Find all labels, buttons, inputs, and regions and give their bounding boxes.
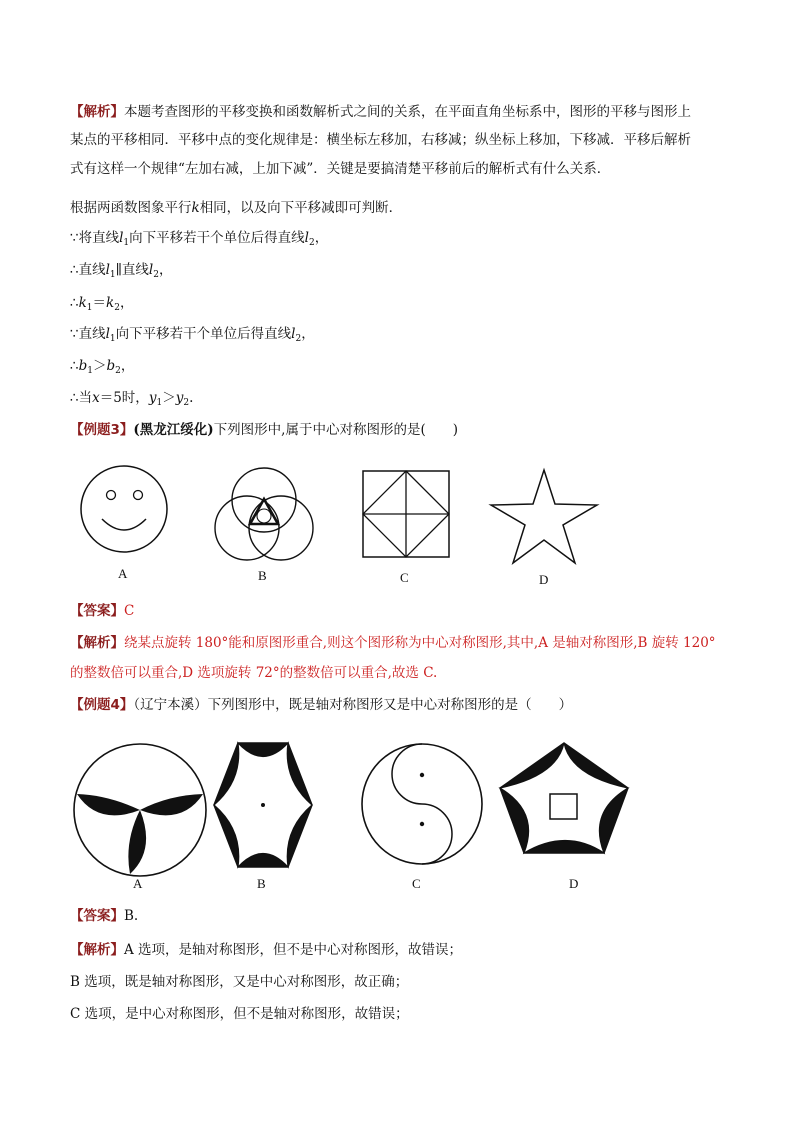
text-segment: ∥直线 [115,262,149,278]
analysis-tag: 【解析】 [70,635,124,651]
text-segment: 将直线 [78,230,120,246]
math-k: k [106,295,115,311]
figure-label-a: A [133,876,143,891]
figure-label-d: D [539,572,549,587]
example3-source: (黑龙江绥化) [133,422,214,438]
subscript: 1 [109,270,116,280]
example4-source: （辽宁本溪） [133,697,208,713]
text-segment: 相同，以及向下平移减即可判断． [199,200,403,216]
math-l: l [291,326,296,342]
figure-label-b: B [257,876,266,891]
math-l: l [304,230,309,246]
analysis-line-3: 式有这样一个规律“左加右减，上加下减”．关键是要搞清楚平移前后的解析式有什么关系． [70,161,611,177]
smiley-face-figure [79,464,169,554]
math-l: l [105,326,110,342]
example4-answer [70,907,138,925]
three-circles-figure [214,466,314,566]
text-segment: ， [120,358,135,374]
analysis-line-1 [70,103,691,121]
therefore-symbol: ∴ [70,262,79,278]
text-segment: 直线 [78,326,106,342]
subscript: 2 [115,366,121,376]
analysis-text: 的整数倍可以重合,D 选项旋转 72°的整数倍可以重合,故选 C. [70,665,438,681]
pentagon-figure [498,742,630,854]
subscript: 1 [86,303,93,313]
text-segment: ， [301,326,315,342]
analysis-text: 绕某点旋转 180°能和原图形重合,则这个图形称为中心对称图形,其中, [124,635,539,651]
text-segment: 直线 [78,262,106,278]
answer-value: C [124,603,135,619]
equals-sign: ＝ [92,295,107,311]
therefore-symbol: ∴ [70,295,79,311]
math-y: y [148,390,157,406]
because-symbol: ∵ [70,230,79,246]
proof-step-5 [70,357,134,375]
subscript: 1 [87,366,93,376]
subscript: 2 [183,398,190,408]
three-leaf-circle-figure [72,742,208,878]
analysis-line-2: 某点的平移相同．平移中点的变化规律是：横坐标左移加，右移减；纵坐标上移加，下移减．平移后解析 [70,132,691,148]
math-l: l [148,262,154,278]
subscript: 1 [156,398,163,408]
greater-sign: ＞ [162,390,176,406]
text-segment: 向下平移若干个单位后得直线 [115,326,292,342]
example4-question [70,696,572,714]
subscript: 2 [153,270,159,280]
text-segment: ， [119,295,134,311]
proof-step-1 [70,229,328,247]
analysis-text: A 选项，是轴对称图形，但不是中心对称图形，故错误； [124,942,463,958]
figure-label-b: B [258,568,267,583]
subscript: 2 [295,334,302,344]
subscript: 1 [123,238,130,248]
example3-question-text: 下列图形中,属于中心对称图形的是( ) [213,422,459,438]
math-b: b [106,358,116,374]
example3-answer [70,602,134,620]
math-l: l [119,230,124,246]
text-segment: 根据两函数图象平行 [70,200,192,216]
figure-label-d: D [569,876,579,891]
example4-question-text: 下列图形中，既是轴对称图形又是中心对称图形的是（ ） [207,697,573,713]
proof-step-3 [70,294,133,312]
greater-sign: ＞ [92,358,107,374]
analysis-text: 本题考查图形的平移变换和函数解析式之间的关系，在平面直角坐标系中，图形的平移与图形上 [124,104,691,120]
example3-tag: 【例题3】 [70,422,134,438]
text-segment: . [189,390,194,406]
example3-analysis-line-2 [70,664,437,682]
figure-label-a: A [118,566,128,581]
example3-question [70,421,458,439]
text-segment: ， [158,262,173,278]
text-segment: ＝5时， [99,390,149,406]
because-symbol: ∵ [70,326,79,342]
example3-analysis-line-1 [70,634,716,652]
example4-analysis-line-a [70,941,462,959]
analysis-line-4 [70,199,402,217]
figure-label-c: C [412,876,421,891]
text-segment: 向下平移若干个单位后得直线 [129,230,305,246]
proof-step-2 [70,261,172,279]
hexagon-figure [213,740,313,870]
analysis-tag: 【解析】 [70,942,124,958]
math-l: l [105,262,110,278]
subscript: 2 [308,238,315,248]
answer-value: B. [124,908,139,924]
answer-tag: 【答案】 [70,908,124,924]
math-k: k [78,295,87,311]
example4-tag: 【例题4】 [70,697,134,713]
subscript: 1 [109,334,116,344]
proof-step-6 [70,389,193,407]
math-x: x [92,390,100,406]
therefore-symbol: ∴ [70,358,79,374]
yin-yang-figure [360,742,484,866]
math-b: b [78,358,88,374]
figure-label-c: C [400,570,409,585]
text-segment: 当 [78,390,93,406]
example4-analysis-line-b: B 选项，既是轴对称图形，又是中心对称图形，故正确； [70,974,409,990]
proof-step-4 [70,325,315,343]
subscript: 2 [114,303,120,313]
analysis-text: A 是轴对称图形,B 旋转 120° [538,635,716,651]
square-diamond-figure [362,470,450,558]
text-segment: ， [314,230,329,246]
math-y: y [175,390,184,406]
therefore-symbol: ∴ [70,390,79,406]
answer-tag: 【答案】 [70,603,124,619]
star-figure [489,468,599,566]
example4-analysis-line-c: C 选项，是中心对称图形，但不是轴对称图形，故错误； [70,1006,409,1022]
math-k: k [191,200,200,216]
analysis-tag: 【解析】 [70,104,124,120]
